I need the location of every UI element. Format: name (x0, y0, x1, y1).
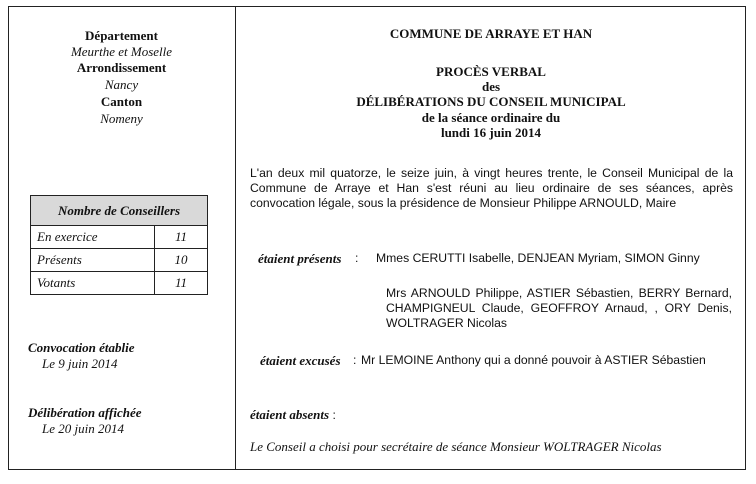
presents-mmes: Mmes CERUTTI Isabelle, DENJEAN Myriam, SIMON Ginny (376, 251, 700, 265)
affichee-block (28, 405, 142, 437)
secretaire-line: Le Conseil a choisi pour secrétaire de séance Monsieur WOLTRAGER Nicolas (250, 439, 662, 454)
presents-mrs: Mrs ARNOULD Philippe, ASTIER Sébastien, BERRY Bernard, CHAMPIGNEUL Claude, GEOFFROY Arnaud, , ORY Denis, WOLTRAGER Nicolas (386, 286, 732, 330)
presents-label: étaient présents (258, 251, 342, 266)
arrondissement-value: Nancy (104, 77, 139, 92)
commune-title: COMMUNE DE ARRAYE ET HAN (389, 26, 593, 41)
excuses-text: Mr LEMOINE Anthony qui a donné pouvoir à ASTIER Sébastien (361, 353, 706, 367)
row-label: Présents (31, 249, 155, 272)
intro-paragraph: L'an deux mil quatorze, le seize juin, à vingt heures trente, le Conseil Municipal de la Commune de Arraye et Han s'est réuni au lieu ordinaire de ses séances, après convocation légale, sous la présidence de Monsieur Philippe ARNOULD, Maire (250, 166, 733, 210)
affichee-date: Le 20 juin 2014 (42, 421, 124, 436)
conseillers-header: Nombre de Conseillers (31, 196, 208, 226)
absents-label: étaient absents (250, 407, 330, 422)
convocation-label: Convocation établie (28, 340, 135, 355)
row-value: 11 (155, 226, 208, 249)
canton-value: Nomeny (100, 111, 143, 126)
pv-des: des (481, 79, 501, 94)
excuses-label: étaient excusés (260, 353, 341, 368)
absents-row: étaient absents : (250, 407, 336, 422)
departement-value: Meurthe et Moselle (70, 44, 173, 59)
row-value: 10 (155, 249, 208, 272)
table-row (31, 226, 208, 249)
conseillers-table (30, 195, 208, 295)
pv-deliberations: DÉLIBÉRATIONS DU CONSEIL MUNICIPAL (356, 94, 626, 109)
pv-date: lundi 16 juin 2014 (440, 125, 542, 140)
table-row (31, 272, 208, 295)
convocation-block (28, 340, 135, 372)
arrondissement-label: Arrondissement (76, 60, 167, 75)
table-row (31, 249, 208, 272)
row-label: Votants (31, 272, 155, 295)
row-label: En exercice (31, 226, 155, 249)
affichee-label: Délibération affichée (28, 405, 142, 420)
canton-label: Canton (100, 94, 143, 109)
pv-seance: de la séance ordinaire du (421, 110, 561, 125)
row-value: 11 (155, 272, 208, 295)
convocation-date: Le 9 juin 2014 (42, 356, 118, 371)
departement-label: Département (85, 28, 158, 43)
pv-title: PROCÈS VERBAL (436, 64, 546, 79)
